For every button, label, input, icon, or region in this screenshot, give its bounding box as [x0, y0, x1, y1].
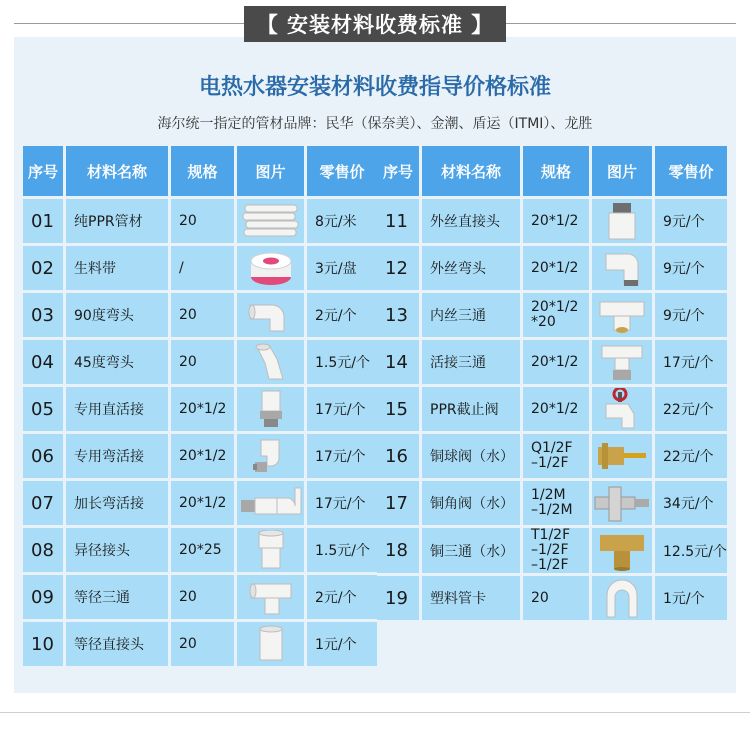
item-spec — [523, 434, 589, 478]
item-price — [307, 387, 377, 431]
item-price-text: 1.5元/个 — [315, 543, 370, 559]
item-price-text: 1元/个 — [663, 591, 705, 607]
item-number — [377, 528, 419, 573]
header-name: 材料名称 — [422, 146, 520, 196]
straight-union-icon — [253, 389, 289, 429]
item-number — [23, 528, 63, 572]
item-name-text: 外丝弯头 — [430, 261, 486, 277]
item-spec-text: 20*1/2 — [179, 400, 227, 417]
table-row — [23, 293, 377, 337]
item-number — [23, 387, 63, 431]
item-price-text: 22元/个 — [663, 402, 714, 418]
item-price-text: 1元/个 — [315, 637, 357, 653]
header-name: 材料名称 — [66, 146, 168, 196]
brass-tee-icon — [598, 531, 646, 571]
item-image — [237, 340, 304, 384]
item-spec — [523, 340, 589, 384]
table-row — [23, 434, 377, 478]
pipe-clip-icon — [601, 577, 643, 619]
elbow-45-icon — [249, 343, 293, 381]
item-image — [237, 575, 304, 619]
item-image — [592, 528, 652, 573]
table-row — [377, 434, 727, 478]
item-spec — [523, 293, 589, 337]
item-number — [23, 246, 63, 290]
item-spec-text: 20*1/2 — [531, 259, 579, 276]
item-image — [592, 387, 652, 431]
table-row — [377, 199, 727, 243]
item-name-text: 铜三通（水） — [430, 543, 514, 560]
item-number — [377, 199, 419, 243]
item-spec-text: 20*1/2 — [531, 400, 579, 417]
header-price: 零售价 — [307, 146, 377, 196]
ball-valve-icon — [596, 439, 648, 473]
item-name — [422, 293, 520, 337]
item-name-text: 加长弯活接 — [74, 496, 144, 512]
table-header-row — [23, 146, 377, 196]
header-no: 序号 — [377, 146, 419, 196]
item-name-text: 外丝直接头 — [430, 214, 500, 230]
item-name — [66, 481, 168, 525]
item-number-text: 17 — [385, 492, 408, 514]
item-spec-text: 20 — [179, 353, 197, 370]
item-name-text: 45度弯头 — [74, 355, 134, 371]
item-image — [237, 246, 304, 290]
item-image — [237, 434, 304, 478]
item-price-text: 9元/个 — [663, 214, 705, 230]
header-no: 序号 — [23, 146, 63, 196]
table-row — [377, 528, 727, 573]
item-name — [66, 293, 168, 337]
table-row — [23, 575, 377, 619]
table-row — [23, 387, 377, 431]
item-spec-text: 1/2M –1/2M — [531, 487, 573, 518]
coupling-icon — [254, 624, 288, 664]
header-spec: 规格 — [171, 146, 234, 196]
item-number — [377, 340, 419, 384]
item-price-text: 34元/个 — [663, 496, 714, 512]
item-name — [422, 576, 520, 620]
item-number-text: 09 — [31, 586, 54, 608]
item-spec — [171, 246, 234, 290]
item-name-text: 生料带 — [74, 261, 116, 277]
item-name — [66, 340, 168, 384]
item-spec — [523, 387, 589, 431]
item-name-text: 铜角阀（水） — [430, 496, 514, 512]
header-spec: 规格 — [523, 146, 589, 196]
item-image — [592, 576, 652, 620]
table-row — [23, 199, 377, 243]
item-price — [307, 246, 377, 290]
item-price-text: 2元/个 — [315, 590, 357, 606]
elbow-union-icon — [251, 436, 291, 476]
item-price-text: 12.5元/个 — [663, 543, 727, 560]
item-spec — [523, 246, 589, 290]
ptfe-tape-icon — [246, 249, 296, 287]
item-image — [237, 387, 304, 431]
item-name — [66, 622, 168, 666]
item-name — [422, 434, 520, 478]
item-spec-text: 20 — [179, 212, 197, 229]
item-spec — [171, 528, 234, 572]
item-number — [377, 387, 419, 431]
header-price: 零售价 — [655, 146, 727, 196]
item-name — [422, 481, 520, 525]
item-price — [655, 434, 727, 478]
male-coupling-icon — [605, 201, 639, 241]
item-name-text: 异径接头 — [74, 543, 130, 559]
item-price-text: 22元/个 — [663, 449, 714, 465]
item-image — [592, 293, 652, 337]
item-image — [592, 199, 652, 243]
item-number — [377, 434, 419, 478]
item-image — [592, 481, 652, 525]
footer-rule — [0, 712, 750, 713]
item-spec-text: 20*1/2 — [179, 494, 227, 511]
item-name-text: 专用直活接 — [74, 402, 144, 418]
angle-valve-icon — [593, 483, 651, 523]
item-name-text: 塑料管卡 — [430, 591, 486, 607]
item-number-text: 06 — [31, 445, 54, 467]
item-number-text: 19 — [385, 587, 408, 609]
item-name — [66, 575, 168, 619]
item-name-text: 纯PPR管材 — [74, 214, 143, 230]
item-price — [655, 387, 727, 431]
item-number — [23, 481, 63, 525]
item-image — [592, 246, 652, 290]
item-price — [307, 434, 377, 478]
item-number — [23, 434, 63, 478]
item-price — [307, 199, 377, 243]
item-price — [655, 199, 727, 243]
item-name-text: PPR截止阀 — [430, 402, 499, 418]
item-name — [66, 199, 168, 243]
item-number-text: 10 — [31, 633, 54, 655]
item-number-text: 05 — [31, 398, 54, 420]
item-price-text: 17元/个 — [315, 449, 366, 465]
item-spec — [171, 293, 234, 337]
item-name — [422, 340, 520, 384]
table-row — [23, 246, 377, 290]
item-name-text: 铜球阀（水） — [430, 449, 514, 465]
item-number-text: 03 — [31, 304, 54, 326]
price-table-left — [20, 143, 380, 669]
item-price-text: 9元/个 — [663, 308, 705, 324]
item-image — [237, 293, 304, 337]
item-spec — [171, 434, 234, 478]
item-number — [377, 576, 419, 620]
item-number-text: 04 — [31, 351, 54, 373]
item-spec-text: 20*1/2 — [531, 212, 579, 229]
stop-valve-icon — [600, 388, 644, 430]
item-number-text: 02 — [31, 257, 54, 279]
item-price-text: 17元/个 — [315, 402, 366, 418]
table-row — [23, 481, 377, 525]
item-price — [655, 576, 727, 620]
item-name — [66, 434, 168, 478]
item-image — [237, 199, 304, 243]
item-name — [66, 246, 168, 290]
reducer-icon — [253, 530, 289, 570]
item-number-text: 01 — [31, 210, 54, 232]
item-spec-text: 20*25 — [179, 541, 222, 558]
item-price — [307, 528, 377, 572]
item-name — [422, 246, 520, 290]
table-row — [377, 387, 727, 431]
item-spec — [523, 528, 589, 573]
item-image — [592, 434, 652, 478]
item-spec-text: T1/2F –1/2F –1/2F — [531, 528, 571, 573]
item-spec-text: 20*1/2 *20 — [531, 299, 579, 330]
item-name-text: 内丝三通 — [430, 308, 486, 324]
item-spec — [171, 622, 234, 666]
item-spec — [171, 340, 234, 384]
item-number-text: 15 — [385, 398, 408, 420]
banner-rule-right — [506, 23, 736, 24]
item-price — [307, 622, 377, 666]
item-name — [422, 528, 520, 573]
male-elbow-icon — [600, 248, 644, 288]
item-spec — [171, 481, 234, 525]
item-number — [23, 340, 63, 384]
item-price — [655, 246, 727, 290]
item-price — [307, 481, 377, 525]
item-number-text: 08 — [31, 539, 54, 561]
item-price-text: 8元/米 — [315, 214, 357, 230]
item-image — [237, 622, 304, 666]
item-number — [23, 575, 63, 619]
item-price-text: 9元/个 — [663, 261, 705, 277]
item-spec-text: 20*1/2 — [531, 353, 579, 370]
item-image — [592, 340, 652, 384]
item-spec-text: 20*1/2 — [179, 447, 227, 464]
item-image — [237, 481, 304, 525]
ppr-pipe-icon — [241, 203, 301, 239]
item-name-text: 专用弯活接 — [74, 449, 144, 465]
item-number — [377, 246, 419, 290]
item-spec — [523, 199, 589, 243]
item-number-text: 07 — [31, 492, 54, 514]
item-spec — [523, 576, 589, 620]
item-price — [655, 293, 727, 337]
item-number — [23, 622, 63, 666]
item-price — [307, 293, 377, 337]
table-header-row — [377, 146, 727, 196]
item-name — [66, 387, 168, 431]
item-number-text: 13 — [385, 304, 408, 326]
banner-rule-left — [14, 23, 244, 24]
item-price — [655, 481, 727, 525]
item-spec — [171, 575, 234, 619]
item-number-text: 11 — [385, 210, 408, 232]
item-spec-text: 20 — [531, 589, 549, 606]
item-name — [66, 528, 168, 572]
table-row — [23, 528, 377, 572]
brand-subtitle: 海尔统一指定的管材品牌：民华（保奈美）、金潮、盾运（ITMI）、龙胜 — [157, 116, 593, 132]
section-banner: 【 安装材料收费标准 】 — [244, 6, 506, 42]
item-price-text: 3元/盘 — [315, 261, 357, 277]
item-spec-text: 20 — [179, 635, 197, 652]
table-row — [377, 481, 727, 525]
elbow-90-icon — [246, 297, 296, 333]
item-spec-text: 20 — [179, 588, 197, 605]
header-image: 图片 — [592, 146, 652, 196]
price-table-right — [374, 143, 730, 623]
item-name-text: 活接三通 — [430, 355, 486, 371]
item-spec-text: 20 — [179, 306, 197, 323]
item-number — [377, 481, 419, 525]
item-number — [23, 199, 63, 243]
item-number — [23, 293, 63, 337]
item-spec-text: Q1/2F –1/2F — [531, 440, 573, 471]
table-row — [23, 340, 377, 384]
female-tee-icon — [598, 296, 646, 334]
table-row — [377, 576, 727, 620]
item-price-text: 1.5元/个 — [315, 355, 370, 371]
item-number-text: 18 — [385, 540, 408, 561]
item-price-text: 17元/个 — [663, 355, 714, 371]
item-number — [377, 293, 419, 337]
item-image — [237, 528, 304, 572]
tee-icon — [249, 578, 293, 616]
item-name-text: 等径三通 — [74, 590, 130, 606]
item-number-text: 16 — [385, 445, 408, 467]
table-row — [377, 246, 727, 290]
item-name — [422, 199, 520, 243]
item-price-text: 2元/个 — [315, 308, 357, 324]
union-tee-icon — [600, 342, 644, 382]
item-number-text: 12 — [385, 257, 408, 279]
page-title: 电热水器安装材料收费指导价格标准 — [198, 75, 551, 100]
item-spec — [171, 199, 234, 243]
header-image: 图片 — [237, 146, 304, 196]
item-spec-text: / — [179, 259, 184, 276]
item-price — [655, 528, 727, 573]
item-price — [655, 340, 727, 384]
item-number-text: 14 — [385, 351, 408, 373]
item-spec — [171, 387, 234, 431]
table-row — [23, 622, 377, 666]
item-price-text: 17元/个 — [315, 496, 366, 512]
item-name-text: 等径直接头 — [74, 637, 144, 653]
table-row — [377, 293, 727, 337]
item-name-text: 90度弯头 — [74, 308, 134, 324]
item-spec — [523, 481, 589, 525]
item-price — [307, 575, 377, 619]
item-price — [307, 340, 377, 384]
table-row — [377, 340, 727, 384]
item-name — [422, 387, 520, 431]
long-elbow-union-icon — [239, 486, 303, 520]
